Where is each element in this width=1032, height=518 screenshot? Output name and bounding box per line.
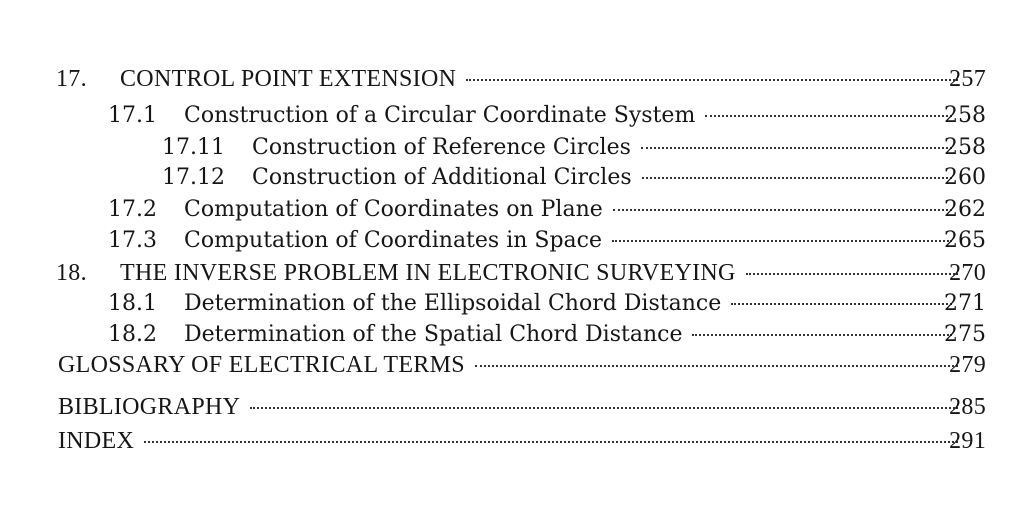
entry-title: BIBLIOGRAPHY — [58, 394, 241, 420]
entry-number: 18.2 — [108, 322, 157, 347]
entry-page-number: 291 — [949, 428, 986, 454]
entry-page-number: 258 — [944, 135, 986, 160]
entry-title: THE INVERSE PROBLEM IN ELECTRONIC SURVEYING — [120, 260, 736, 286]
dot-leader — [641, 147, 952, 149]
dot-leader — [475, 365, 958, 367]
toc-entry-circular-coordinate-system — [0, 101, 1032, 131]
entry-title: INDEX — [58, 428, 135, 454]
entry-page-number: 265 — [944, 228, 986, 253]
entry-number: 17.12 — [162, 165, 225, 190]
entry-number: 17. — [56, 66, 87, 92]
toc-entry-reference-circles — [0, 133, 1032, 163]
entry-page-number: 275 — [944, 322, 986, 347]
dot-leader — [250, 407, 958, 409]
dot-leader — [705, 115, 952, 117]
dot-leader — [466, 79, 958, 81]
entry-page-number: 260 — [944, 165, 986, 190]
entry-page-number: 271 — [944, 291, 986, 316]
dot-leader — [612, 240, 952, 242]
entry-page-number: 270 — [949, 260, 986, 286]
entry-page-number: 258 — [944, 103, 986, 128]
entry-title: Construction of a Circular Coordinate System — [184, 103, 696, 128]
entry-number: 17.2 — [108, 197, 157, 222]
entry-title: Construction of Additional Circles — [252, 165, 632, 190]
dot-leader — [731, 303, 952, 305]
dot-leader — [642, 177, 952, 179]
entry-number: 18.1 — [108, 291, 157, 316]
entry-title: Determination of the Spatial Chord Distance — [184, 322, 683, 347]
dot-leader — [746, 273, 958, 275]
entry-number: 18. — [56, 260, 87, 286]
entry-title: CONTROL POINT EXTENSION — [120, 66, 457, 92]
entry-number: 17.11 — [162, 135, 225, 160]
entry-title: Construction of Reference Circles — [252, 135, 631, 160]
toc-entry-inverse-problem — [0, 258, 1032, 288]
toc-entry-index — [0, 426, 1032, 456]
toc-entry-additional-circles — [0, 163, 1032, 193]
entry-title: Computation of Coordinates on Plane — [184, 197, 603, 222]
toc-entry-ellipsoidal-chord-distance — [0, 289, 1032, 319]
entry-title: Computation of Coordinates in Space — [184, 228, 603, 253]
dot-leader — [613, 209, 952, 211]
entry-number: 17.3 — [108, 228, 157, 253]
toc-entry-spatial-chord-distance — [0, 320, 1032, 350]
entry-page-number: 285 — [949, 394, 986, 420]
toc-entry-glossary — [0, 350, 1032, 380]
toc-entry-control-point-extension — [0, 64, 1032, 94]
dot-leader — [692, 334, 952, 336]
toc-entry-coordinates-on-plane — [0, 195, 1032, 225]
toc-entry-bibliography — [0, 392, 1032, 422]
entry-title: GLOSSARY OF ELECTRICAL TERMS — [58, 352, 465, 378]
entry-page-number: 262 — [944, 197, 986, 222]
entry-page-number: 257 — [949, 66, 986, 92]
entry-page-number: 279 — [949, 352, 986, 378]
entry-number: 17.1 — [108, 103, 157, 128]
dot-leader — [144, 441, 958, 443]
toc-entry-coordinates-in-space — [0, 226, 1032, 256]
entry-title: Determination of the Ellipsoidal Chord Distance — [184, 291, 722, 316]
